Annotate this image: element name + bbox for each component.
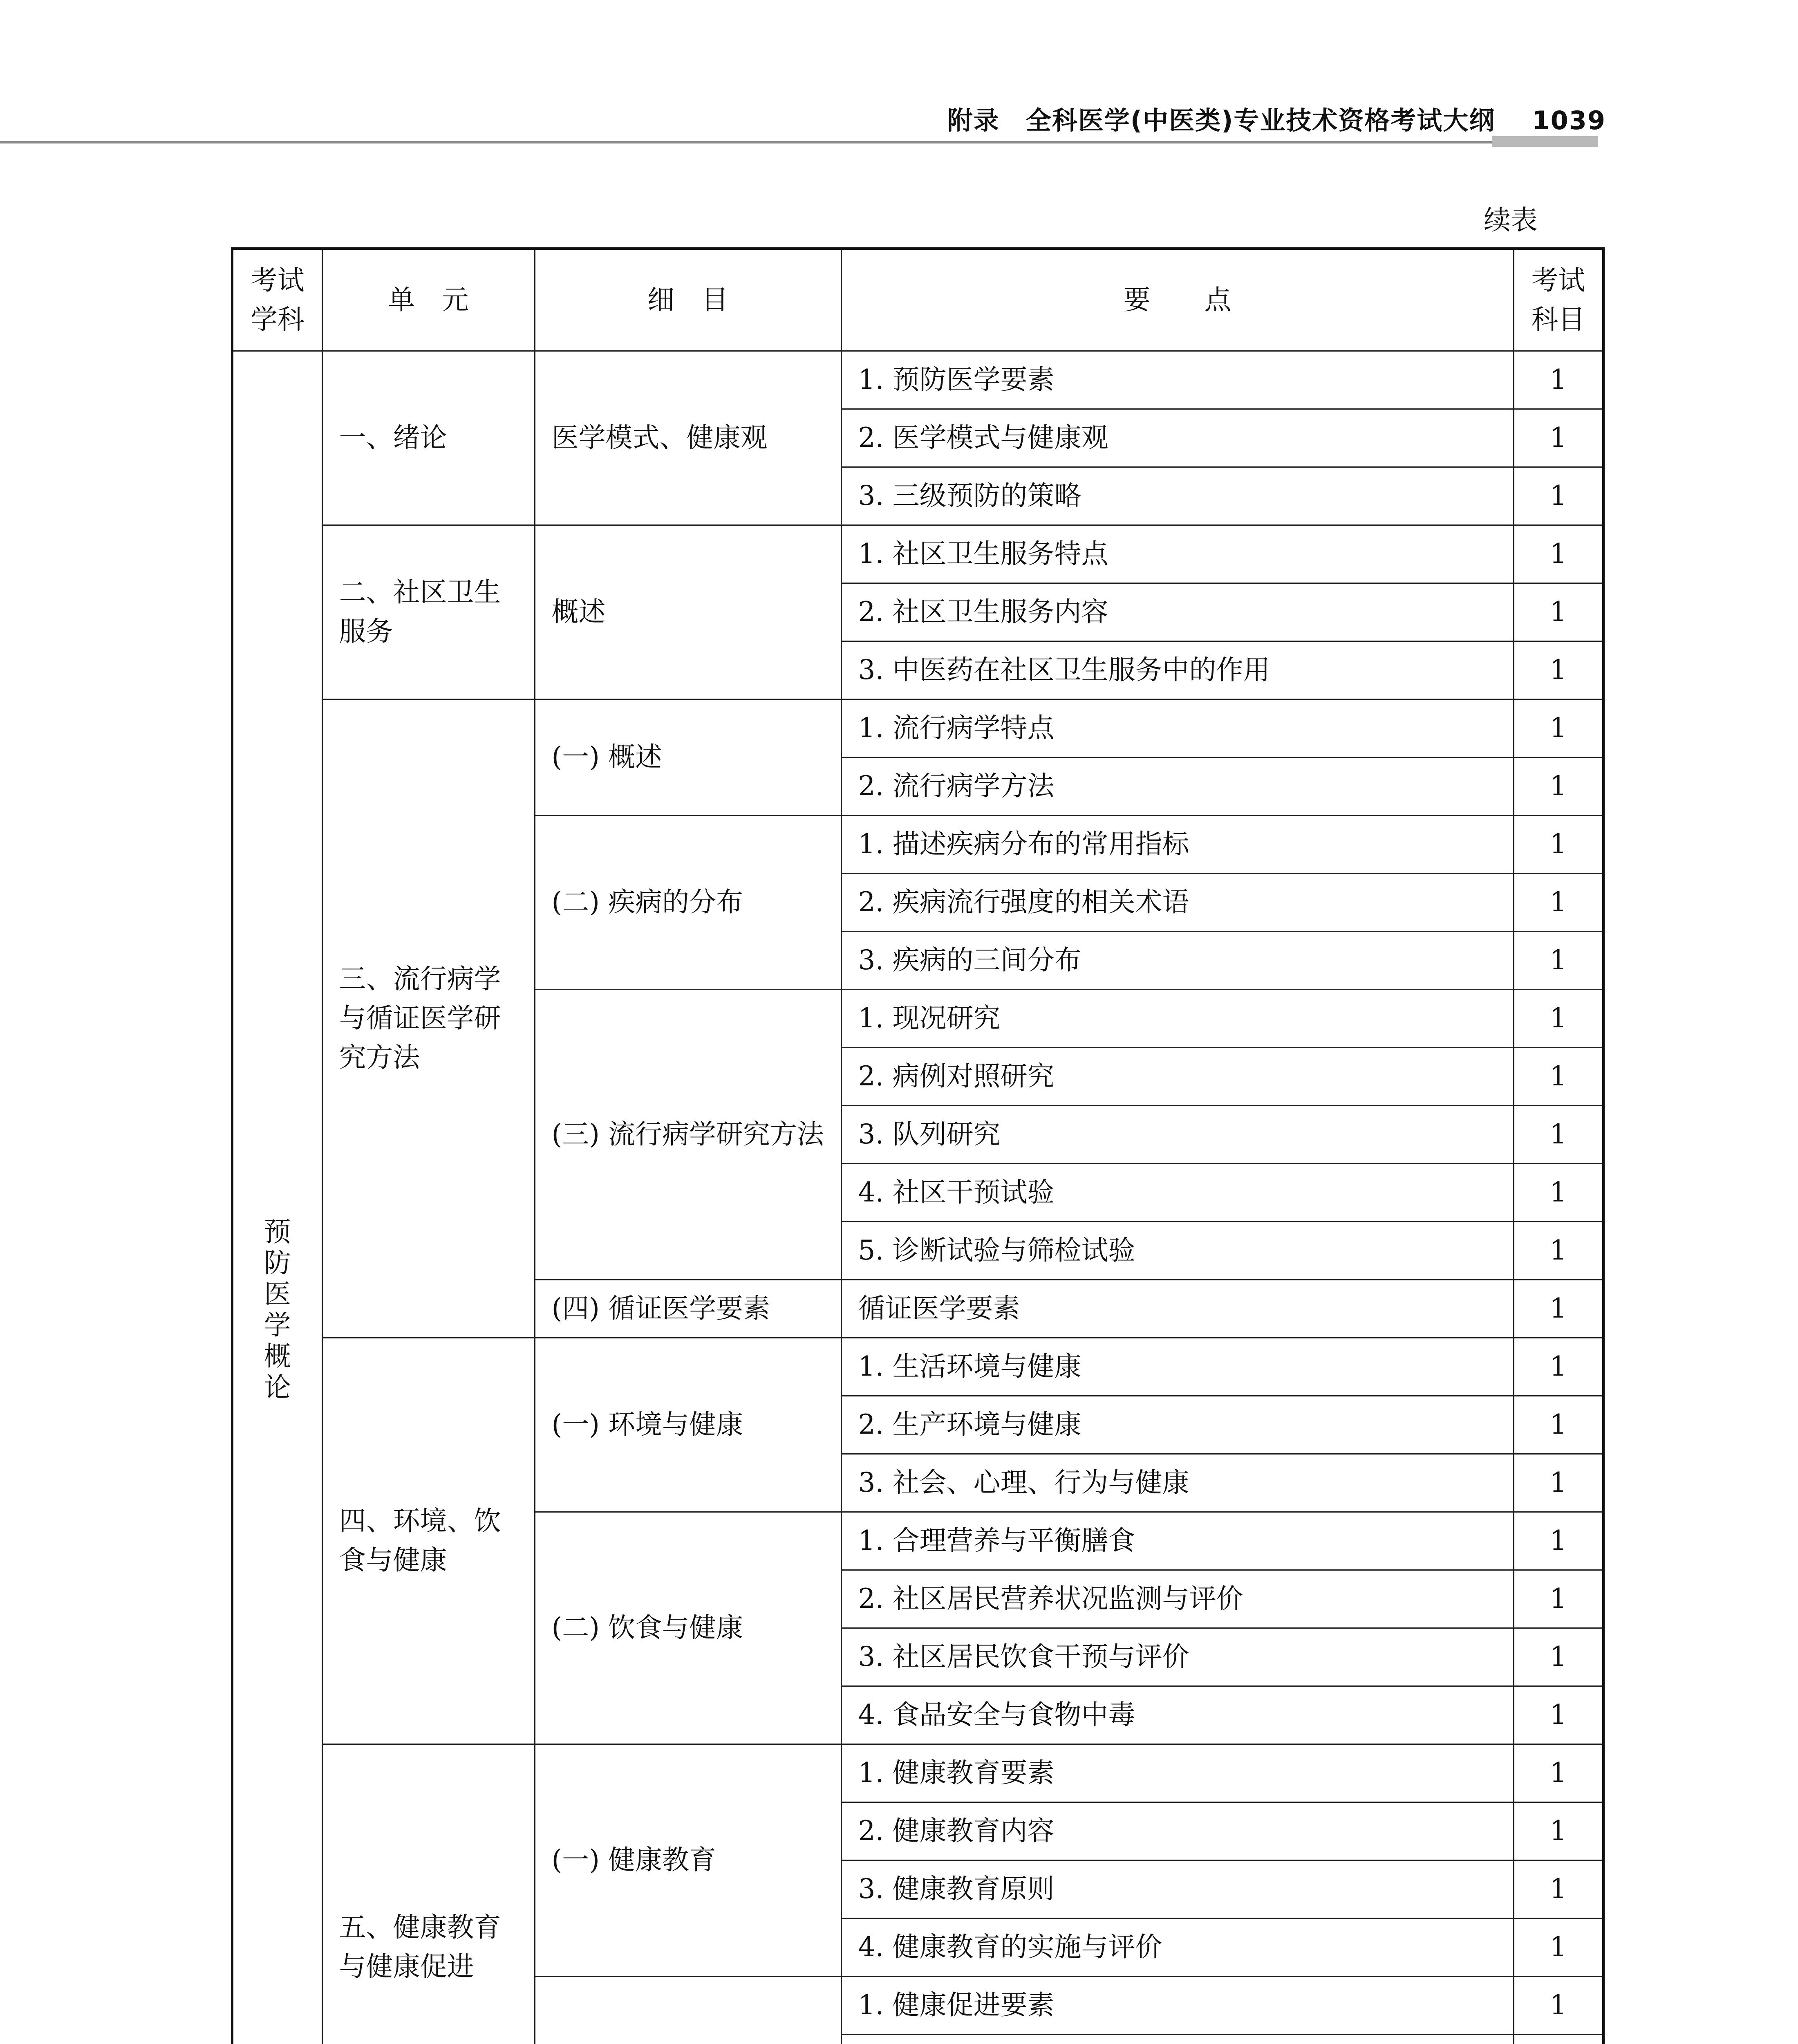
exam-score-cell: 1 <box>1514 467 1603 525</box>
subject-char: 概 <box>264 1340 291 1372</box>
detail-cell: (四) 循证医学要素 <box>535 1280 841 1338</box>
exam-score-cell: 1 <box>1514 1860 1603 1918</box>
point-cell: 4. 健康教育的实施与评价 <box>841 1918 1514 1976</box>
exam-score-cell: 1 <box>1514 699 1603 757</box>
exam-score-cell: 1 <box>1514 931 1603 989</box>
exam-score-cell: 1 <box>1514 989 1603 1047</box>
exam-score-cell: 1 <box>1514 757 1603 815</box>
exam-score-cell: 1 <box>1514 1802 1603 1860</box>
exam-score-cell: 1 <box>1514 525 1603 583</box>
table-body <box>232 351 1603 2044</box>
header-text <box>947 100 1606 137</box>
point-cell: 3. 中医药在社区卫生服务中的作用 <box>841 641 1514 699</box>
exam-score-cell: 1 <box>1514 1570 1603 1628</box>
point-cell: 1. 描述疾病分布的常用指标 <box>841 815 1514 873</box>
unit-cell: 二、社区卫生服务 <box>322 525 535 699</box>
point-cell <box>841 2034 1514 2044</box>
exam-score-cell: 1 <box>1514 1512 1603 1570</box>
exam-score-cell: 1 <box>1514 583 1603 641</box>
point-cell: 1. 流行病学特点 <box>841 699 1514 757</box>
exam-score-cell <box>1514 2034 1603 2044</box>
exam-score-cell: 1 <box>1514 641 1603 699</box>
continued-label: 续表 <box>1484 204 1538 236</box>
point-cell: 循证医学要素 <box>841 1280 1514 1338</box>
header-unit: 单 元 <box>322 249 535 351</box>
point-cell: 5. 诊断试验与筛检试验 <box>841 1221 1514 1280</box>
point-cell: 2. 医学模式与健康观 <box>841 409 1514 467</box>
exam-score-cell: 1 <box>1514 1686 1603 1744</box>
exam-score-cell: 1 <box>1514 1454 1603 1512</box>
header-detail: 细 目 <box>535 249 841 351</box>
detail-cell: 概述 <box>535 525 841 699</box>
point-cell: 4. 社区干预试验 <box>841 1163 1514 1221</box>
point-cell: 1. 预防医学要素 <box>841 351 1514 409</box>
point-cell: 2. 社区居民营养状况监测与评价 <box>841 1570 1514 1628</box>
exam-score-cell: 1 <box>1514 1338 1603 1396</box>
exam-score-cell: 1 <box>1514 1163 1603 1221</box>
table-row <box>232 1744 1603 1802</box>
detail-cell: 医学模式、健康观 <box>535 351 841 525</box>
point-cell: 4. 食品安全与食物中毒 <box>841 1686 1514 1744</box>
point-cell: 3. 社区居民饮食干预与评价 <box>841 1628 1514 1686</box>
unit-cell: 三、流行病学与循证医学研究方法 <box>322 699 535 1338</box>
point-cell: 2. 疾病流行强度的相关术语 <box>841 873 1514 931</box>
detail-cell: (二) 疾病的分布 <box>535 815 841 989</box>
detail-cell: (一) 环境与健康 <box>535 1338 841 1512</box>
running-header <box>0 88 1798 145</box>
header-rule <box>0 141 1598 143</box>
point-cell: 2. 病例对照研究 <box>841 1047 1514 1105</box>
table-row <box>232 699 1603 757</box>
point-cell: 1. 现况研究 <box>841 989 1514 1047</box>
detail-cell: (三) 流行病学研究方法 <box>535 989 841 1280</box>
exam-score-cell: 1 <box>1514 1047 1603 1105</box>
exam-score-cell: 1 <box>1514 815 1603 873</box>
exam-score-cell: 1 <box>1514 1105 1603 1163</box>
header-rule-accent <box>1492 136 1598 147</box>
detail-cell: (二) 饮食与健康 <box>535 1512 841 1744</box>
exam-score-cell: 1 <box>1514 409 1603 467</box>
table-row <box>232 1338 1603 1396</box>
header-title: 附录 全科医学(中医类)专业技术资格考试大纲 <box>947 105 1496 135</box>
exam-score-cell: 1 <box>1514 1628 1603 1686</box>
point-cell: 1. 健康促进要素 <box>841 1976 1514 2034</box>
point-cell: 1. 生活环境与健康 <box>841 1338 1514 1396</box>
exam-score-cell: 1 <box>1514 1976 1603 2034</box>
subject-cell <box>232 351 322 2044</box>
point-cell: 3. 队列研究 <box>841 1105 1514 1163</box>
subject-char: 学 <box>264 1309 291 1341</box>
unit-cell: 四、环境、饮食与健康 <box>322 1338 535 1744</box>
subject-char: 医 <box>264 1278 291 1310</box>
subject-char: 防 <box>264 1247 291 1279</box>
header-subject: 考试 学科 <box>232 249 322 351</box>
table-header-row <box>232 249 1603 351</box>
header-exam: 考试 科目 <box>1514 249 1603 351</box>
point-cell: 3. 健康教育原则 <box>841 1860 1514 1918</box>
subject-char: 论 <box>264 1371 291 1403</box>
point-cell: 1. 健康教育要素 <box>841 1744 1514 1802</box>
exam-score-cell: 1 <box>1514 873 1603 931</box>
table-row <box>232 351 1603 409</box>
unit-cell: 一、绪论 <box>322 351 535 525</box>
point-cell: 2. 流行病学方法 <box>841 757 1514 815</box>
header-points: 要 点 <box>841 249 1514 351</box>
page-number: 1039 <box>1532 105 1606 135</box>
point-cell: 2. 社区卫生服务内容 <box>841 583 1514 641</box>
point-cell: 3. 疾病的三间分布 <box>841 931 1514 989</box>
exam-score-cell: 1 <box>1514 1396 1603 1454</box>
point-cell: 1. 社区卫生服务特点 <box>841 525 1514 583</box>
exam-score-cell: 1 <box>1514 1918 1603 1976</box>
exam-score-cell: 1 <box>1514 1221 1603 1280</box>
detail-cell: (一) 健康教育 <box>535 1744 841 1976</box>
point-cell: 2. 生产环境与健康 <box>841 1396 1514 1454</box>
point-cell: 2. 健康教育内容 <box>841 1802 1514 1860</box>
subject-char: 预 <box>264 1216 291 1248</box>
point-cell: 3. 社会、心理、行为与健康 <box>841 1454 1514 1512</box>
detail-cell <box>535 1976 841 2044</box>
point-cell: 1. 合理营养与平衡膳食 <box>841 1512 1514 1570</box>
syllabus-table <box>231 247 1605 2044</box>
detail-cell: (一) 概述 <box>535 699 841 815</box>
table-row <box>232 525 1603 583</box>
exam-score-cell: 1 <box>1514 1280 1603 1338</box>
point-cell: 3. 三级预防的策略 <box>841 467 1514 525</box>
unit-cell: 五、健康教育与健康促进 <box>322 1744 535 2044</box>
exam-score-cell: 1 <box>1514 351 1603 409</box>
exam-score-cell: 1 <box>1514 1744 1603 1802</box>
